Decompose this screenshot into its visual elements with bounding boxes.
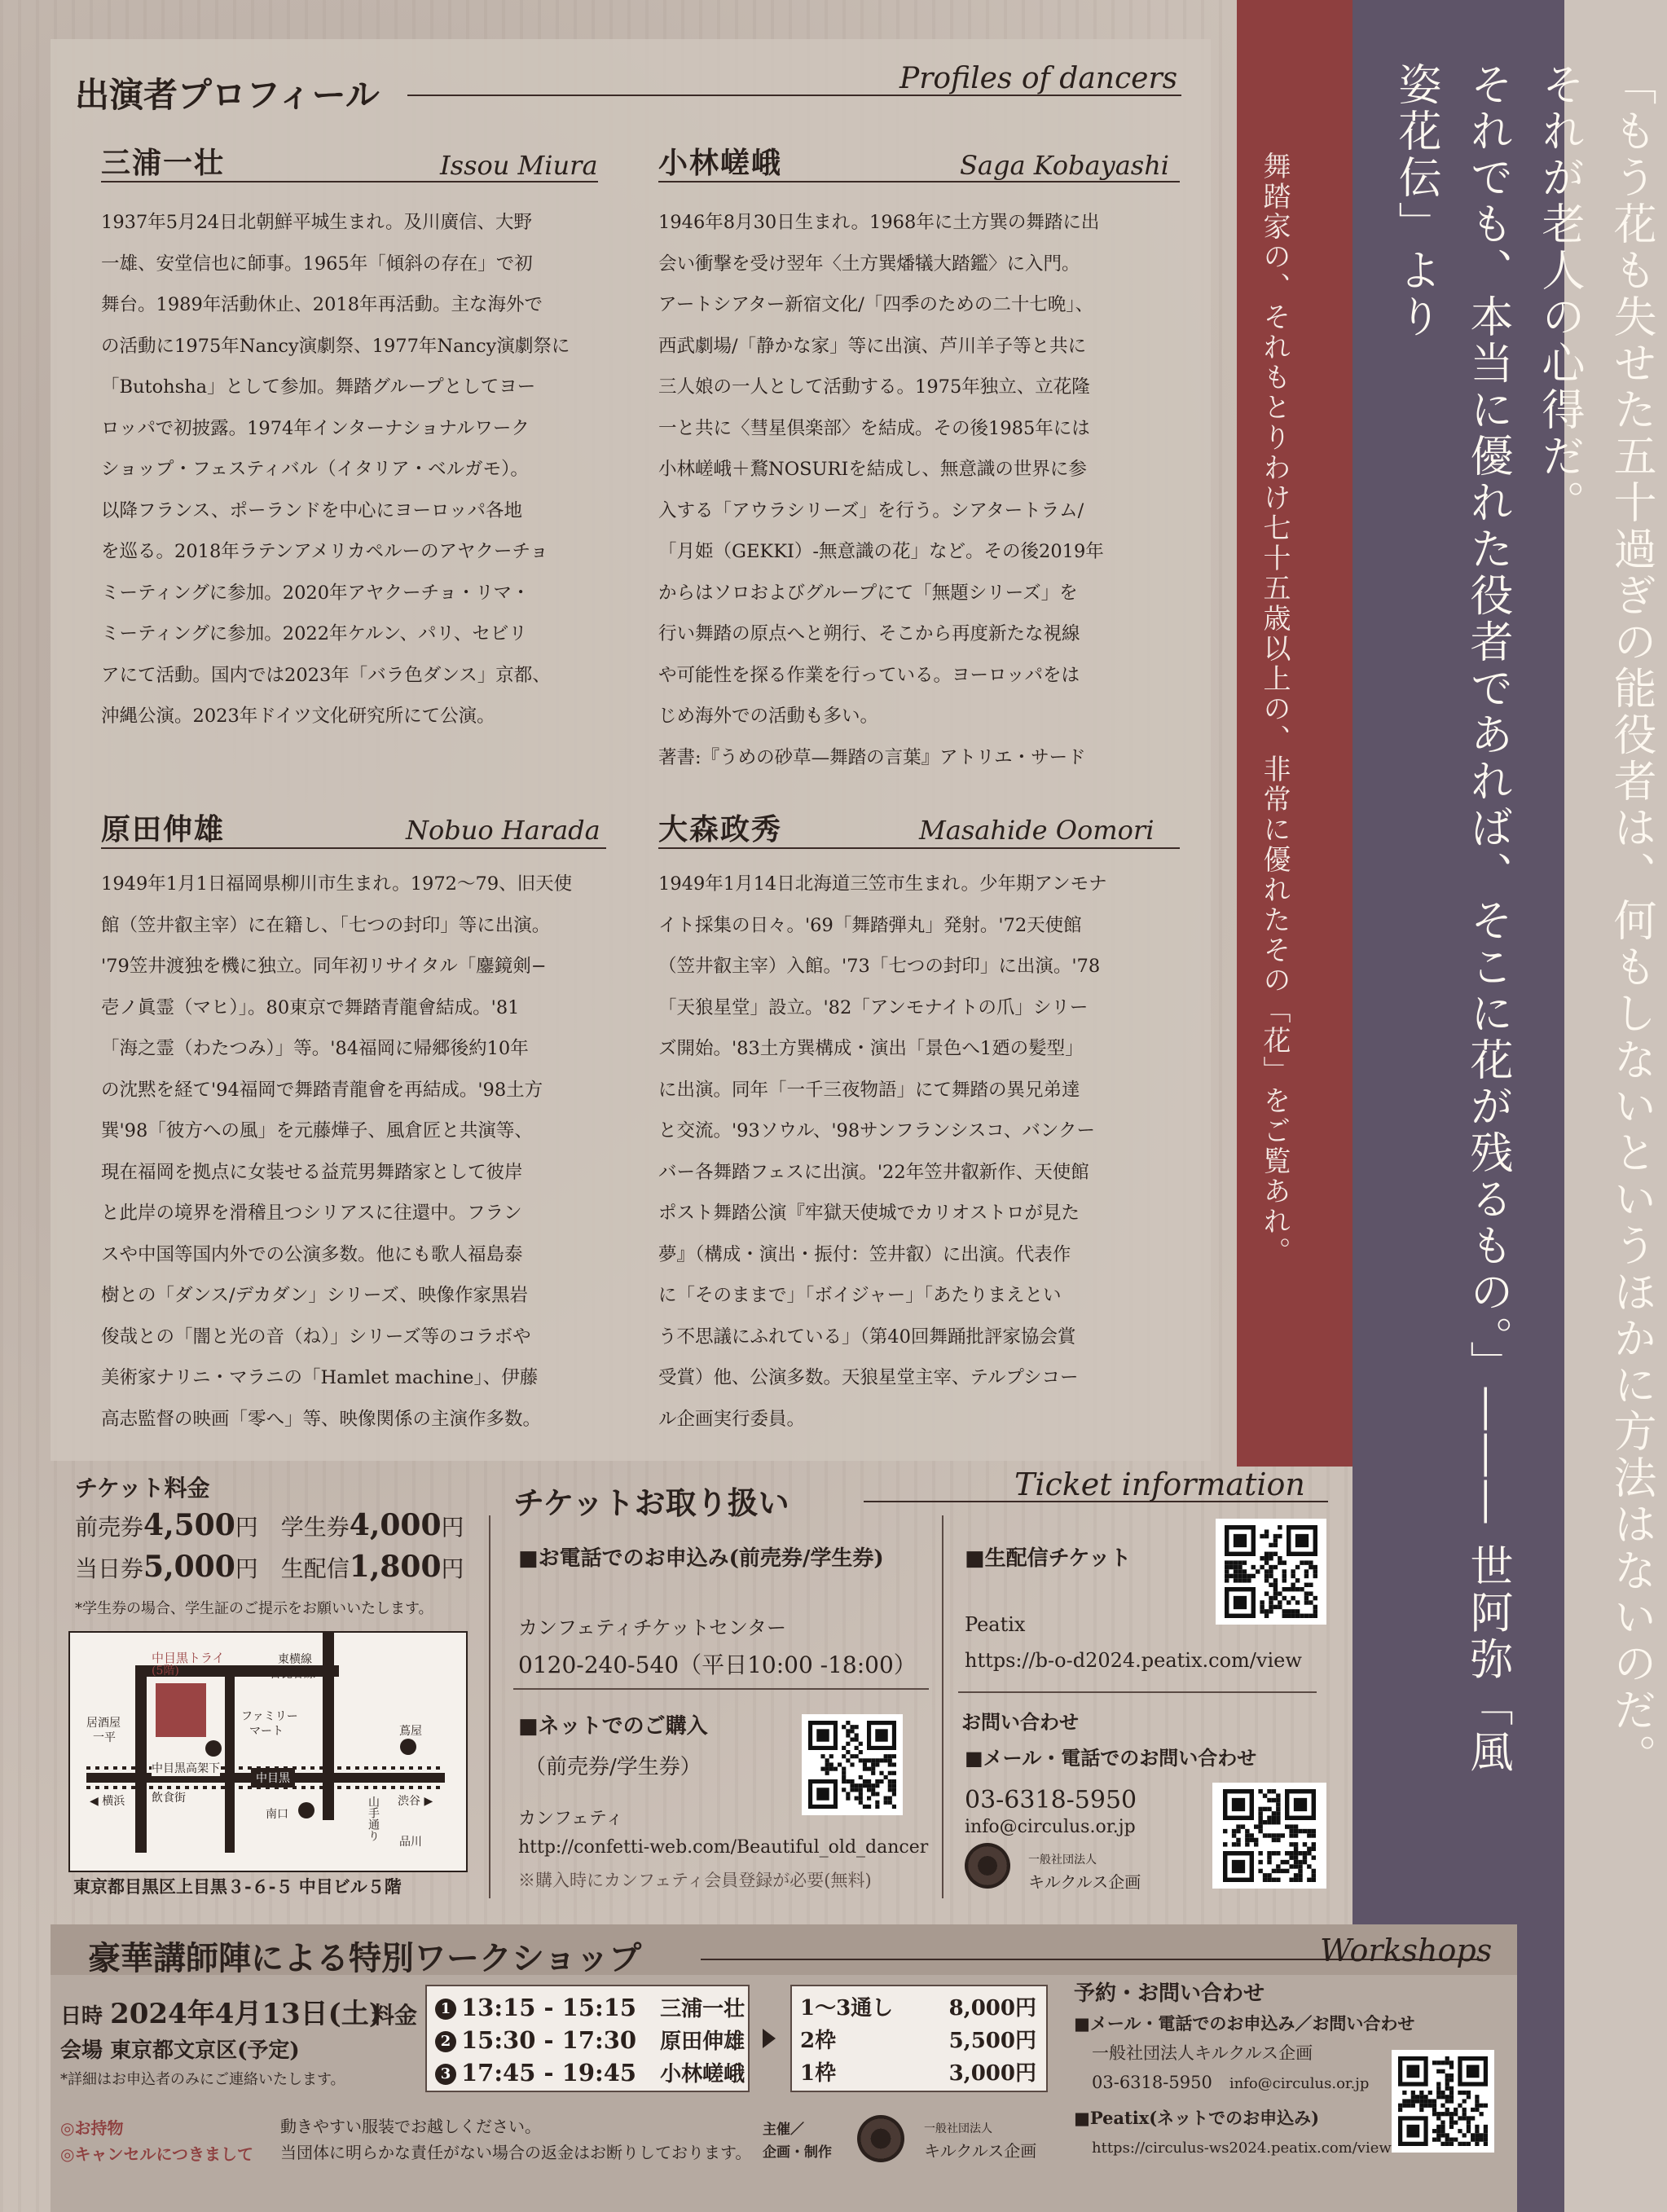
ticket-price-note: *学生券の場合、学生証のご提示をお願いいたします。 xyxy=(75,1600,433,1617)
dancer-rule xyxy=(101,847,606,849)
phone-center: カンフェティチケットセンター xyxy=(518,1616,787,1639)
quote-line2: それでも、本当に優れた役者であれば、そこに花が残るもの。」――― 世阿弥「風姿花伝」より xyxy=(1392,62,1513,1776)
map-address: 東京都目黒区上目黒３-６-５ 中目ビル５階 xyxy=(73,1876,402,1897)
workshop-date: 日時 2024年4月13日(土) xyxy=(60,1998,382,2030)
fee-row: 1枠 3,000円 xyxy=(800,2061,1036,2086)
arrow-right-icon xyxy=(763,2029,776,2048)
bring-label: ◎お持物 xyxy=(60,2118,124,2138)
org-name: キルクルス企画 xyxy=(924,2141,1037,2161)
dancer-bio: 1937年5月24日北朝鮮平城生まれ。及川廣信、大野 一雄、安堂信也に師事。1965年「傾斜の存在」で初 舞台。1989年活動休止、2018年再活動。主な海外で の活動に1975年Nancy演劇祭、1977年Nancy演劇祭に 「Butohsha」として参加。舞踏グループとしてヨー ロッパで初披露。1974年インターナショナルワーク ショップ・フェスティバル（イタリア・ベルガモ）。 以降フランス、ポーランドを中心にヨーロッパ各地 を巡る。2018年ラテンアメリカペルーのアヤクーチョ ミーティングに参加。2020年アヤクーチョ・リマ・ ミーティングに参加。2022年ケルン、パリ、セビリ アにて活動。国内では2023年「バラ色ダンス」京都、 沖縄公演。2023年ドイツ文化研究所にて公演。 xyxy=(101,212,570,727)
ticket-price-row: 前売券4,500円 学生券4,000円 xyxy=(75,1508,464,1542)
map-family: ファミリー xyxy=(241,1710,298,1723)
org-small: 一般社団法人 xyxy=(1028,1854,1097,1867)
quote-text xyxy=(1380,62,1667,1814)
qr-code-net[interactable] xyxy=(802,1714,903,1815)
net-url-link[interactable]: http://confetti-web.com/Beautiful_old_dancer xyxy=(518,1837,929,1858)
workshop-note: *詳細はお申込者のみにご連絡いたします。 xyxy=(60,2071,345,2088)
qr-code-workshop[interactable] xyxy=(1392,2050,1494,2153)
dancer-name: 原田伸雄 xyxy=(101,812,226,847)
net-name: カンフェティ xyxy=(518,1809,624,1829)
ticket-price-heading: チケット料金 xyxy=(75,1475,210,1502)
cancel-label: ◎キャンセルにつきまして xyxy=(60,2144,254,2164)
map-minamiguchi: 南口 xyxy=(266,1808,288,1821)
workshop-heading-en: Workshops xyxy=(1320,1933,1493,1968)
qr-code-live[interactable] xyxy=(1216,1519,1326,1625)
map-koka: 中目黒高架下 xyxy=(152,1760,220,1776)
divider xyxy=(513,1688,929,1690)
live-heading: ■生配信チケット xyxy=(965,1546,1132,1571)
net-note: ※購入時にカンフェティ会員登録が必要(無料) xyxy=(518,1871,872,1890)
phone-heading: ■お電話でのお申込み(前売券/学生券) xyxy=(518,1546,884,1571)
cancel-value: 当団体に明らかな責任がない場合の返金はお断りしております。 xyxy=(280,2143,752,2162)
dancer-roman: Saga Kobayashi xyxy=(960,150,1170,181)
contact-heading: お問い合わせ xyxy=(961,1710,1079,1734)
map-ippei: 一平 xyxy=(93,1731,116,1744)
map-mart: マート xyxy=(249,1725,284,1738)
dancer-roman: Nobuo Harada xyxy=(406,815,600,846)
map-hibiya: 日比谷線 xyxy=(270,1668,315,1681)
qr-code-contact[interactable] xyxy=(1212,1783,1326,1889)
profiles-heading: 出演者プロフィール xyxy=(75,75,380,115)
divider xyxy=(942,1515,943,1898)
workshop-venue: 会場 東京都文京区(予定) xyxy=(60,2038,300,2063)
profiles-heading-en: Profiles of dancers xyxy=(899,62,1178,95)
map-yamanote: 山手通り xyxy=(367,1796,380,1841)
session-row: 2 15:30 - 17:30 原田伸雄 xyxy=(435,2022,745,2056)
quote-line1: 「もう花も失せた五十過ぎの能役者は、何もしないというほかに方法はないのだ。それが老人の心得だ。 xyxy=(1535,62,1656,1780)
session-number-icon: 1 xyxy=(435,1999,456,2020)
tagline-sub: 舞踏家の、それもとりわけ七十五歳以上の、非常に優れたその「花」をご覧あれ。 xyxy=(1258,152,1291,1267)
fee-row: 1～3通し 8,000円 xyxy=(800,1996,1036,2021)
ticket-price-row: 当日券5,000円 生配信1,800円 xyxy=(75,1550,464,1584)
org-name: キルクルス企画 xyxy=(1028,1872,1141,1892)
contact-phone: 03-6318-5950 xyxy=(965,1786,1137,1814)
live-name: Peatix xyxy=(965,1613,1026,1636)
map-station: 中目黒 xyxy=(251,1768,295,1788)
peatix-heading: ■Peatix(ネットでのお申込み) xyxy=(1074,2108,1320,2128)
session-row: 1 13:15 - 15:15 三浦一壮 xyxy=(435,1990,745,2023)
dancer-rule xyxy=(101,181,598,183)
dancer-roman: Masahide Oomori xyxy=(919,815,1155,846)
map-shibuya: 渋谷 ▶ xyxy=(398,1795,433,1808)
ticket-info-heading-en: Ticket information xyxy=(1014,1467,1305,1502)
ticket-info-heading: チケットお取り扱い xyxy=(513,1484,790,1521)
net-sub: （前売券/学生券） xyxy=(525,1755,702,1779)
fee-row: 2枠 5,500円 xyxy=(800,2029,1036,2053)
workshop-heading: 豪華講師陣による特別ワークショップ xyxy=(88,1939,642,1977)
live-url-link[interactable]: https://b-o-d2024.peatix.com/view xyxy=(965,1649,1302,1672)
dancer-bio: 1949年1月1日福岡県柳川市生まれ。1972〜79、旧天使 館（笠井叡主宰）に在籍し、「七つの封印」等に出演。 '79笠井渡独を機に独立。同年初リサイタル「鏖鏡剣− 壱ノ眞霊（マヒ）」。80東京で舞踏青龍會結成。'81 「海之霊（わたつみ）」等。'84福岡に帰郷後約10年 の沈黙を経て'94福岡で舞踏青龍會を再結成。'98土方 巽'98「彼方への風」を元藤燁子、風倉匠と共演等、 現在福岡を拠点に女装せる益荒男舞踏家として彼岸 と此岸の境界を滑稽且つシリアスに往還中。フラン スや中国等国内外での公演多数。他にも歌人福島泰 樹との「ダンス/デカダン」シリーズ、映像作家黒岩 俊哉との「闇と光の音（ね）」シリーズ等のコラボや 美術家ナリニ・マラニの「Hamlet machine」、伊藤 高志監督の映画「零へ」等、映像関係の主演作多数。 xyxy=(101,873,573,1430)
host-label: 主催／ 企画・制作 xyxy=(763,2122,832,2161)
dancer-bio: 1949年1月14日北海道三笠市生まれ。少年期アンモナ イト採集の日々。'69「舞踏弾丸」発射。'72天使館 （笠井叡主宰）入館。'73「七つの封印」に出演。'78 「天狼星堂」設立。'82「アンモナイトの爪」シリー ズ開始。'83土方巽構成・演出「景色へ1廼の髪型」 に出演。同年「一千三夜物語」にて舞踏の異兄弟達 と交流。'93ソウル、'98サンフランシスコ、バンクー バー各舞踏フェスに出演。'22年笠井叡新作、天使館 ポスト舞踏公演『牢獄天使城でカリオストロが見た 夢』（構成・演出・振付：笠井叡）に出演。代表作 に「そのままで」「ボイジャー」「あたりまえとい う不思議にふれている」（第40回舞踊批評家協会賞 受賞）他、公演多数。天狼星堂主宰、テルプシコー ル企画実行委員。 xyxy=(658,873,1107,1430)
contact-sub: ■メール・電話でのお問い合わせ xyxy=(965,1746,1257,1770)
phone-number: 0120-240-540（平日10:00 -18:00） xyxy=(518,1651,917,1678)
org-logo-icon xyxy=(965,1843,1010,1889)
access-map xyxy=(68,1631,468,1872)
ticket-price-table xyxy=(75,1506,466,1589)
reserve-mail: ■メール・電話でのお申込み／お問い合わせ xyxy=(1074,2013,1415,2034)
dancer-bio: 1946年8月30日生まれ。1968年に土方巽の舞踏に出 会い衝撃を受け翌年〈土方巽燔犠大踏鑑〉に入門。 アートシアター新宿文化/「四季のための二十七晩」、 西武劇場/「静かな家」等に出演、芦川羊子等と共に 三人娘の一人として活動する。1975年独立、立花隆 一と共に〈彗星倶楽部〉を結成。その後1985年には 小林嵯峨＋鶩NOSURIを結成し、無意識の世界に参 入する「アウラシリーズ」を行う。シアタートラム/ 「月姫（GEKKI）-無意識の花」など。その後2019年 からはソロおよびグループにて「無題シリーズ」を 行い舞踏の原点へと朔行、そこから再度新たな視線 や可能性を探る作業を行っている。ヨーロッパをは じめ海外での活動も多い。 著書:『うめの砂草—舞踏の言葉』アトリエ・サード xyxy=(658,212,1104,768)
map-shinagawa: 品川 xyxy=(399,1836,422,1849)
divider xyxy=(489,1515,490,1898)
reserve-org: 一般社団法人キルクルス企画 xyxy=(1092,2043,1313,2063)
bring-value: 動きやすい服装でお越しください。 xyxy=(280,2117,541,2136)
dancer-name: 小林嵯峨 xyxy=(658,146,783,180)
contact-email: info@circulus.or.jp xyxy=(965,1817,1136,1837)
dancer-roman: Issou Miura xyxy=(440,150,598,181)
workshop-fee-label: 料金 xyxy=(372,2002,418,2029)
session-number-icon: 2 xyxy=(435,2031,456,2052)
net-heading: ■ネットでのご購入 xyxy=(518,1714,708,1739)
map-tokyu: 東横線 xyxy=(278,1653,312,1666)
divider xyxy=(958,1691,1317,1693)
dancer-name: 大森政秀 xyxy=(658,812,783,847)
map-venue: 中目黒トライ xyxy=(152,1651,225,1665)
map-inshoku: 飲食街 xyxy=(152,1792,186,1805)
org-logo-icon xyxy=(857,2115,904,2162)
session-number-icon: 3 xyxy=(435,2064,456,2085)
map-yokohama: ◀ 横浜 xyxy=(90,1795,125,1808)
map-tsutaya: 蔦屋 xyxy=(399,1725,422,1738)
dancer-rule xyxy=(658,847,1180,849)
dancer-name: 三浦一壮 xyxy=(101,146,226,180)
session-row: 3 17:45 - 19:45 小林嵯峨 xyxy=(435,2055,745,2088)
map-izakaya: 居酒屋 xyxy=(86,1717,121,1730)
peatix-url-link[interactable]: https://circulus-ws2024.peatix.com/view xyxy=(1092,2139,1392,2157)
reserve-heading: 予約・お問い合わせ xyxy=(1074,1981,1265,2006)
org-small: 一般社団法人 xyxy=(924,2122,992,2135)
reserve-contact: 03-6318-5950 info@circulus.or.jp xyxy=(1092,2073,1370,2092)
dancer-rule xyxy=(658,181,1180,183)
map-floor: (5階) xyxy=(152,1664,179,1678)
